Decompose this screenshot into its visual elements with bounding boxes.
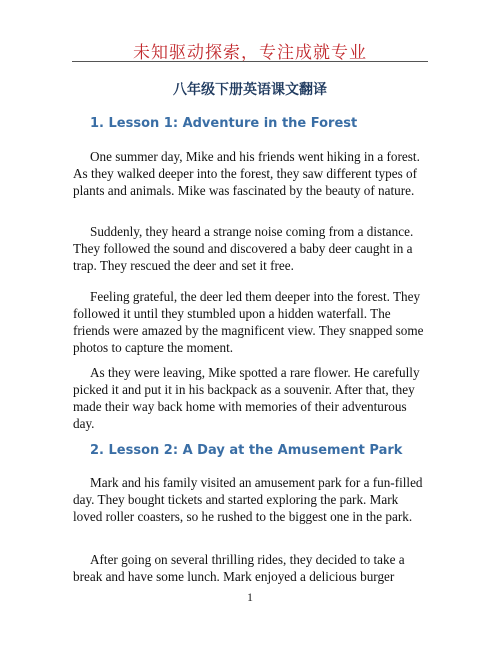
paragraph: Suddenly, they heard a strange noise coming from a distance. They followed the sound and discovered a baby deer caught in a trap. They rescued the deer and set it free.: [73, 224, 414, 273]
paragraph: Mark and his family visited an amusement park for a fun-filled day. They bought tickets and started exploring the park. Mark loved roller coasters, so he rushed to the biggest one in the park.: [73, 475, 423, 524]
paragraph: After going on several thrilling rides, they decided to take a break and have some lunch. Mark enjoyed a delicious burger: [73, 552, 405, 584]
header-divider: [72, 61, 428, 62]
page-number: 1: [247, 590, 253, 604]
paragraph: Feeling grateful, the deer led them deeper into the forest. They followed it until they stumbled upon a hidden waterfall. The friends were amazed by the magnificent view. They snapped some photos to capture the moment.: [73, 289, 424, 355]
section-heading-lesson-2: 2. Lesson 2: A Day at the Amusement Park: [90, 443, 403, 458]
paragraph: One summer day, Mike and his friends went hiking in a forest. As they walked deeper into the forest, they saw different types of plants and animals. Mike was fascinated by the beauty of nature.: [73, 149, 420, 198]
document-title: 八年级下册英语课文翻译: [173, 82, 327, 98]
page-header: 未知驱动探索，专注成就专业: [133, 43, 367, 63]
paragraph: As they were leaving, Mike spotted a rare flower. He carefully picked it and put it in his backpack as a souvenir. After that, they made their way back home with memories of their adventurous day.: [73, 365, 420, 431]
section-heading-lesson-1: 1. Lesson 1: Adventure in the Forest: [90, 116, 358, 131]
